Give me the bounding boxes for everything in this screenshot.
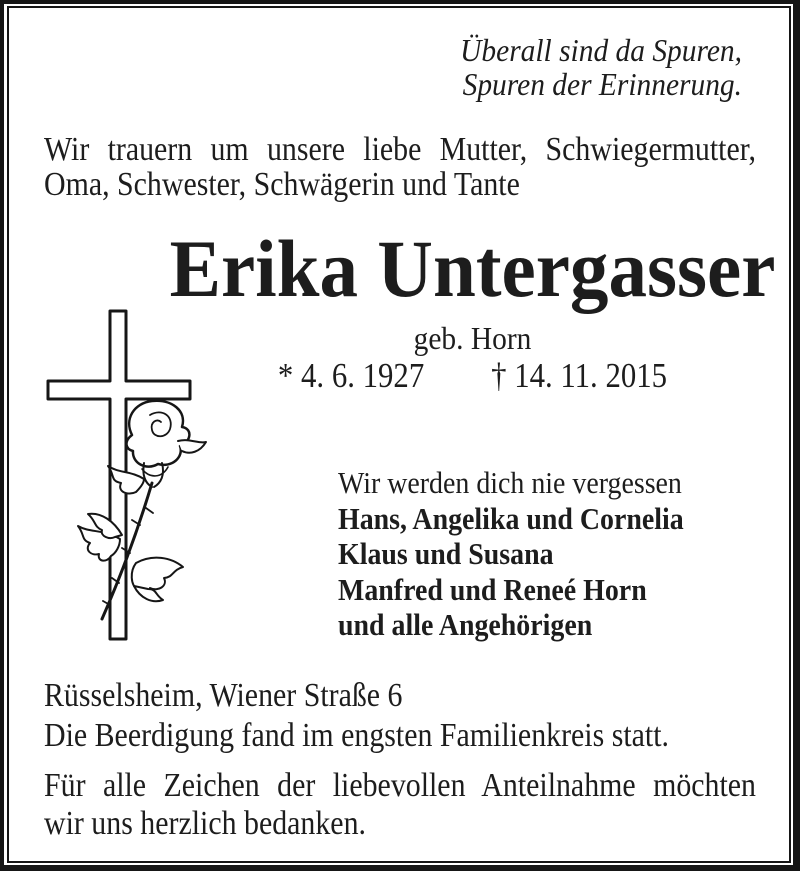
farewell-block <box>338 465 684 643</box>
mourning-intro-line-2: Oma, Schwester, Schwägerin und Tante <box>44 166 520 203</box>
rose-icon <box>78 401 206 619</box>
address-line: Rüsselsheim, Wiener Straße 6 <box>44 677 403 714</box>
mourner-line: und alle Angehörigen <box>338 607 593 642</box>
deceased-name: Erika Untergasser <box>169 223 776 314</box>
life-dates <box>189 358 757 394</box>
farewell-line: Wir werden dich nie vergessen <box>338 465 682 500</box>
mourning-intro-line-1: Wir trauern um unsere liebe Mutter, Schwiegermutter, <box>44 131 756 168</box>
epigraph-line-1: Überall sind da Spuren, <box>460 32 742 68</box>
mourner-line: Manfred und Reneé Horn <box>338 571 647 607</box>
mourner-line: Hans, Angelika und Cornelia <box>338 500 684 536</box>
maiden-name: geb. Horn <box>413 320 532 356</box>
address-block <box>44 676 756 756</box>
mourning-intro <box>44 132 756 202</box>
thanks-line-2: wir uns herzlich bedanken. <box>44 805 367 842</box>
thanks-line-1: Für alle Zeichen der liebevollen Anteilnahme möchten <box>44 767 756 804</box>
funeral-note: Die Beerdigung fand im engsten Familienkreis statt. <box>44 717 669 754</box>
mourner-line: Klaus und Susana <box>338 536 554 571</box>
epigraph-line-2: Spuren der Erinnerung. <box>462 66 742 102</box>
birth-date: * 4. 6. 1927 <box>277 356 425 395</box>
thanks-block <box>44 767 756 843</box>
cross-with-rose-icon <box>40 303 220 653</box>
epigraph <box>346 33 742 101</box>
death-date: † 14. 11. 2015 <box>491 356 668 395</box>
